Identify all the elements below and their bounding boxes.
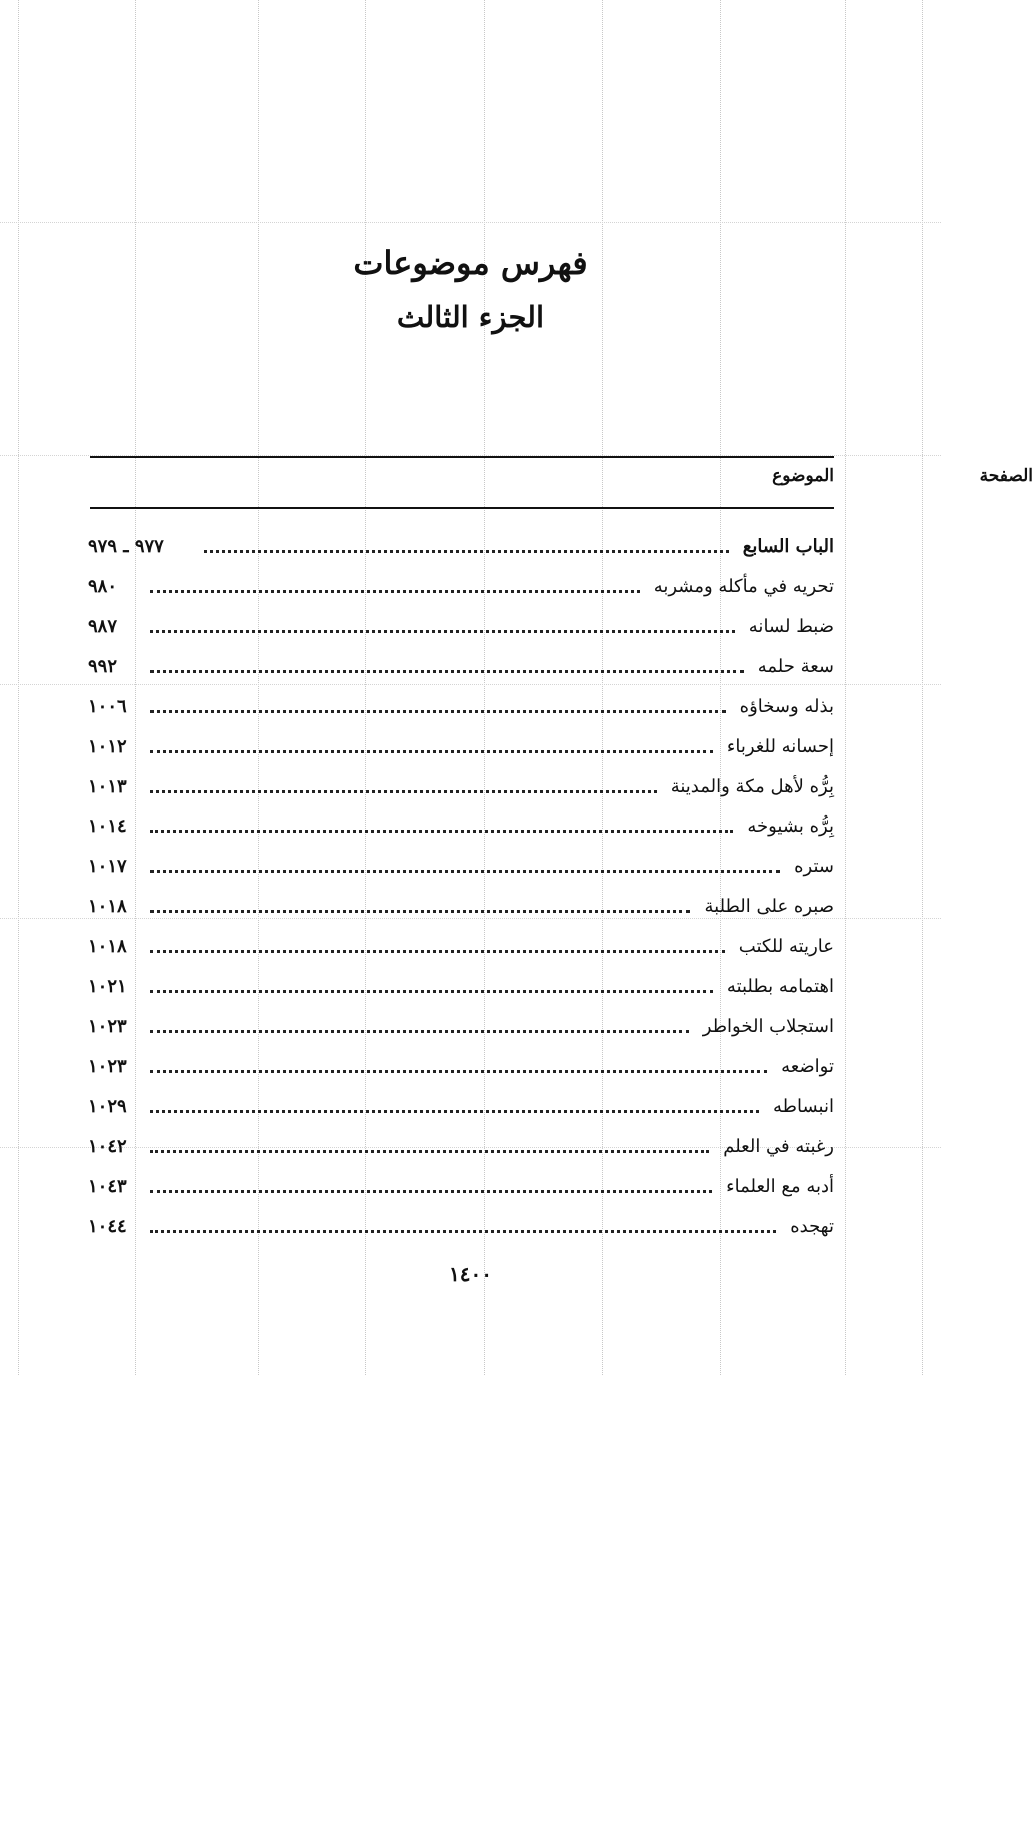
- toc-entry-topic: إحسانه للغرباء: [726, 735, 834, 757]
- table-of-contents: [88, 526, 834, 1246]
- dot-leader: [150, 710, 726, 713]
- toc-entry-topic: استجلاب الخواطر: [702, 1015, 834, 1037]
- dot-leader: [150, 1030, 689, 1033]
- toc-entry-topic: اهتمامه بطلبته: [726, 975, 834, 997]
- toc-entry-page: ٩٨٠: [88, 575, 118, 597]
- toc-entry-topic: بِرُّه لأهل مكة والمدينة: [670, 775, 834, 797]
- toc-entry: [88, 926, 834, 966]
- toc-entry-page: ١٠٠٦: [88, 695, 127, 717]
- toc-entry-page: ١٠٤٣: [88, 1175, 127, 1197]
- page-title-text: فهرس موضوعات: [353, 244, 588, 282]
- toc-entry-page: ١٠٤٢: [88, 1135, 127, 1157]
- page-subtitle-text: الجزء الثالث: [396, 300, 545, 334]
- dot-leader: [150, 1110, 759, 1113]
- toc-entry-page: ١٠١٧: [88, 855, 127, 877]
- toc-entry-page: ٩٨٧: [88, 615, 118, 637]
- toc-entry: [88, 1046, 834, 1086]
- toc-entry: [88, 886, 834, 926]
- dot-leader: [150, 590, 640, 593]
- toc-entry: [88, 1086, 834, 1126]
- header-top-rule: [90, 456, 834, 458]
- dot-leader: [150, 1230, 776, 1233]
- toc-entry-page: ١٠٢٣: [88, 1015, 127, 1037]
- toc-entry-topic: تهجده: [790, 1215, 834, 1237]
- dot-leader: [150, 670, 744, 673]
- toc-entry: [88, 1206, 834, 1246]
- toc-entry-page: ١٠١٨: [88, 895, 127, 917]
- dot-leader: [150, 1150, 709, 1153]
- toc-entry-page: ١٠٤٤: [88, 1215, 127, 1237]
- toc-entry-topic: ضبط لسانه: [748, 615, 834, 637]
- scan-guide-line: [0, 222, 941, 223]
- dot-leader: [150, 750, 713, 753]
- toc-entry: [88, 1166, 834, 1206]
- toc-entry-topic: بذله وسخاؤه: [739, 695, 834, 717]
- toc-entry: [88, 966, 834, 1006]
- toc-entry-page: ١٠١٢: [88, 735, 127, 757]
- toc-entry: [88, 726, 834, 766]
- toc-entry-page: ١٠١٨: [88, 935, 127, 957]
- toc-entry-topic: رغبته في العلم: [723, 1135, 834, 1157]
- dot-leader: [150, 630, 735, 633]
- toc-entry-topic: بِرُّه بشيوخه: [747, 815, 834, 837]
- toc-entry-page: ١٠٢٣: [88, 1055, 127, 1077]
- toc-entry: [88, 766, 834, 806]
- toc-entry-page: ١٠٢١: [88, 975, 127, 997]
- toc-entry-page: ١٠١٤: [88, 815, 127, 837]
- dot-leader: [150, 1070, 767, 1073]
- toc-entry-topic: ستره: [794, 855, 834, 877]
- dot-leader: [150, 830, 733, 833]
- toc-entry-topic: عاريته للكتب: [738, 935, 834, 957]
- toc-entry: [88, 1006, 834, 1046]
- dot-leader: [150, 990, 713, 993]
- toc-entry-topic: تحريه في مأكله ومشربه: [653, 575, 834, 597]
- dot-leader: [150, 1190, 712, 1193]
- dot-leader: [150, 950, 725, 953]
- dot-leader: [150, 870, 780, 873]
- toc-entry-topic: تواضعه: [781, 1055, 834, 1077]
- column-header-topic: الموضوع: [772, 466, 834, 486]
- scan-guide-line: [18, 0, 19, 1375]
- page-number: ١٤٠٠: [449, 1262, 492, 1286]
- toc-entry-page: ١٠٢٩: [88, 1095, 127, 1117]
- toc-entry-topic: أدبه مع العلماء: [726, 1175, 834, 1197]
- toc-entry: [88, 1126, 834, 1166]
- toc-entry: [88, 846, 834, 886]
- column-header-page: الصفحة: [979, 466, 1033, 486]
- toc-entry-page: ٩٩٢: [88, 655, 118, 677]
- toc-entry: [88, 686, 834, 726]
- toc-entry-topic: سعة حلمه: [757, 655, 834, 677]
- toc-entry: [88, 606, 834, 646]
- dot-leader: [150, 790, 657, 793]
- header-bottom-rule: [90, 507, 834, 509]
- toc-entry: [88, 806, 834, 846]
- toc-entry-topic: صبره على الطلبة: [704, 895, 834, 917]
- toc-entry-page: ٩٧٧ ـ ٩٧٩: [88, 535, 164, 557]
- toc-entry-topic: الباب السابع: [742, 535, 834, 557]
- toc-entry: [88, 526, 834, 566]
- dot-leader: [150, 910, 690, 913]
- page-subtitle: [0, 300, 941, 334]
- toc-entry-topic: انبساطه: [773, 1095, 834, 1117]
- dot-leader: [204, 550, 729, 553]
- toc-entry-page: ١٠١٣: [88, 775, 127, 797]
- toc-entry: [88, 646, 834, 686]
- toc-entry: [88, 566, 834, 606]
- page-title: [0, 244, 941, 282]
